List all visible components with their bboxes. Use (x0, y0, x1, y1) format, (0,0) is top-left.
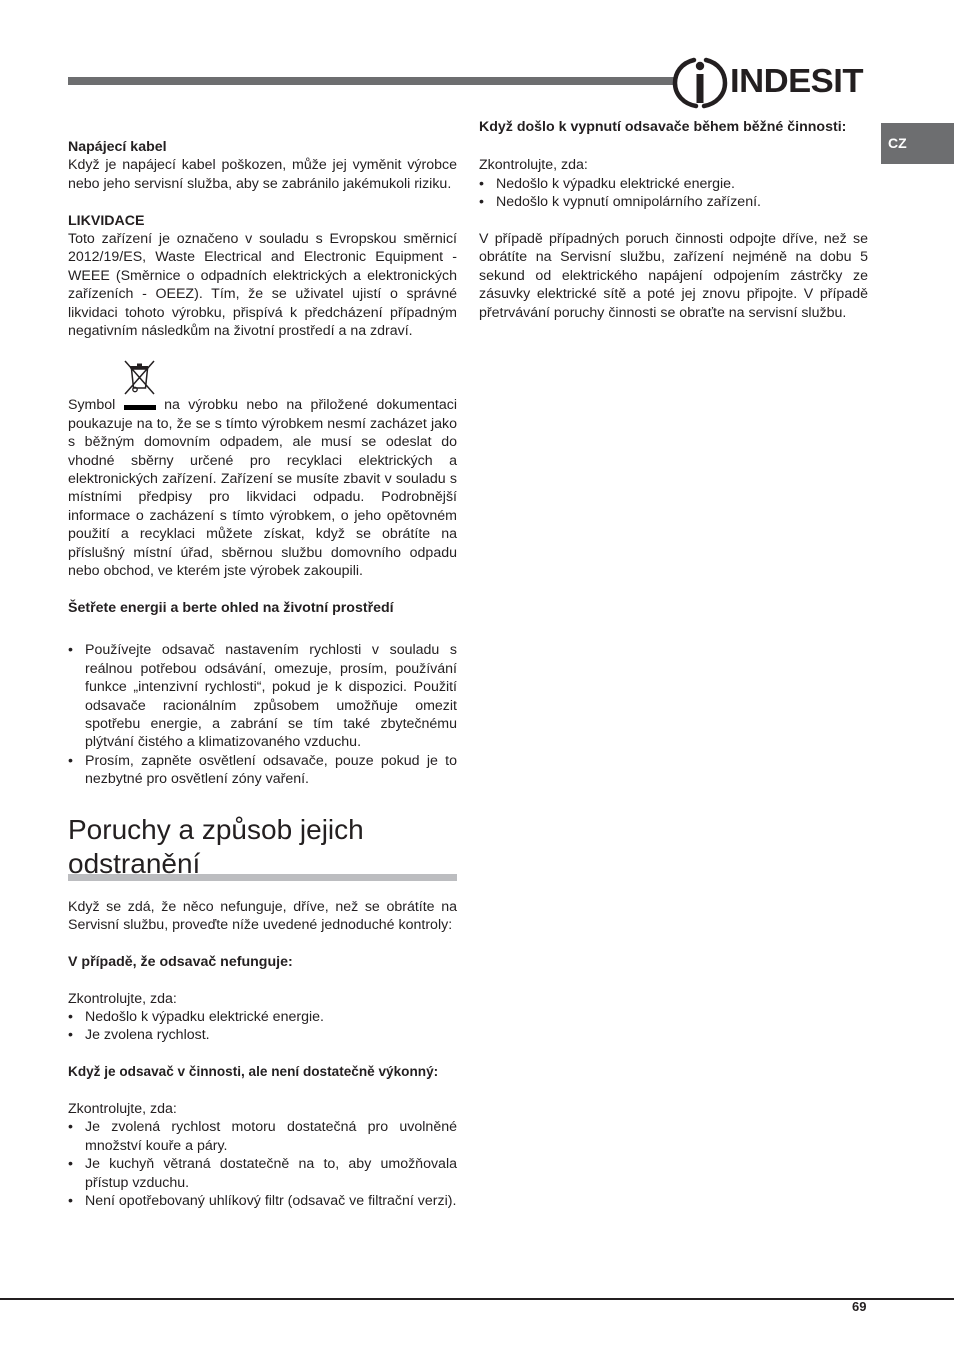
symbol-prefix: Symbol (68, 397, 116, 414)
disposal-heading: LIKVIDACE (68, 212, 145, 229)
section-title-line2: odstranění (68, 847, 201, 879)
case3-check: Zkontrolujte, zda: (479, 157, 588, 174)
list-item: • Prosím, zapněte osvětlení odsavače, pouze pokud je to nezbytné pro osvětlení zóny vaření. (68, 752, 457, 789)
power-cable-heading: Napájecí kabel (68, 139, 167, 155)
case2-heading: Když je odsavač v činnosti, ale není dostatečně výkonný: (68, 1064, 439, 1080)
list-item: • Nedošlo k vypnutí omnipolárního zařízení. (479, 193, 868, 211)
crossed-out-wheelie-bin-icon (123, 358, 156, 402)
indesit-logo-icon (672, 54, 728, 110)
footer-rule (0, 1298, 954, 1300)
case3-text: V případě případných poruch činnosti odpojte dříve, než se obrátíte na Servisní službu, zařízení nejméně na dobu 5 sekund od elektrického napájení odpojením zástrčky ze zásuvky elektrické sítě a poté jej znovu připojte. V případě přetrvávání poruchy činnosti se obraťte na servisní službu. (479, 231, 868, 321)
list-item: • Nedošlo k výpadku elektrické energie. (68, 1008, 457, 1026)
symbol-underline-bar (124, 405, 156, 410)
disposal-text: Toto zařízení je označeno v souladu s Evropskou směrnicí 2012/19/ES, Waste Electrical and Electronic Equipment - WEEE (Směrnice o odpadních elektrických a elektronických zařízeních - OEEZ). Tím, že se uživatel ujistí o správné likvidaci tohoto výrobku, přispívá k předcházení případným negativním následkům na životní prostředí a na zdraví. (68, 231, 457, 340)
list-item: • Je zvolená rychlost motoru dostatečná pro uvolněné množství kouře a páry. (68, 1118, 457, 1155)
energy-heading: Šetřete energii a berte ohled na životní prostředí (68, 599, 394, 616)
symbol-text: na výrobku nebo na přiložené dokumentaci poukazuje na to, že se s tímto výrobkem nesmí zacházet jako s běžným domovním odpadem, ale musí se odeslat do vhodné sběrny určené pro recyklaci elektrických a elektronických zařízení. Zařízení se musíte zbavit v souladu s místními předpisy pro likvidaci odpadu. Podrobnější informace o zacházení s tímto výrobkem, o jeho opětovném použití a recyklaci můžete získat, když se obrátíte na příslušný místní úřad, sběrnou službu domovního odpadu nebo obchod, ve kterém jste výrobek zakoupili. (68, 397, 457, 580)
list-item: • Nedošlo k výpadku elektrické energie. (479, 175, 868, 193)
brand-name: INDESIT (730, 62, 864, 99)
case2-list (68, 1118, 457, 1210)
case1-check: Zkontrolujte, zda: (68, 990, 177, 1007)
list-item: • Používejte odsavač nastavením rychlosti v souladu s reálnou potřebou odsávání, omezuje, prosím, používání funkce „intenzivní rychlosti“, pokud je k dispozici. Použití odsavače racionálním způsobem umožňuje omezit spotřebu energie, a zabrání se tím také zbytečnému plýtvání čistého a klimatizovaného vzduchu. (68, 641, 457, 751)
header-bar (68, 77, 674, 85)
list-item: • Je kuchyň větraná dostatečně na to, aby umožňovala přístup vzduchu. (68, 1155, 457, 1192)
power-cable-text: Když je napájecí kabel poškozen, může jej vyměnit výrobce nebo jeho servisní služba, aby se zabránilo jakémukoli riziku. (68, 157, 457, 192)
language-tab: CZ (881, 123, 954, 164)
page-number: 69 (852, 1299, 867, 1314)
case2-check: Zkontrolujte, zda: (68, 1100, 177, 1117)
list-item: • Je zvolena rychlost. (68, 1026, 457, 1044)
case3-heading: Když došlo k vypnutí odsavače během běžné činnosti: (479, 119, 847, 135)
section-title (68, 813, 457, 881)
case1-list (68, 1008, 457, 1045)
section-title-line1: Poruchy a způsob jejich (68, 813, 364, 845)
brand-logo (672, 54, 872, 110)
case1-heading: V případě, že odsavač nefunguje: (68, 953, 293, 970)
list-item: • Není opotřebovaný uhlíkový filtr (odsavač ve filtrační verzi). (68, 1192, 457, 1210)
left-column (68, 138, 457, 1210)
right-column (479, 118, 868, 322)
energy-list (68, 641, 457, 788)
case3-list (479, 175, 868, 212)
troubleshooting-intro: Když se zdá, že něco nefunguje, dříve, než se obrátíte na Servisní službu, proveďte níže uvedené jednoduché kontroly: (68, 898, 457, 933)
